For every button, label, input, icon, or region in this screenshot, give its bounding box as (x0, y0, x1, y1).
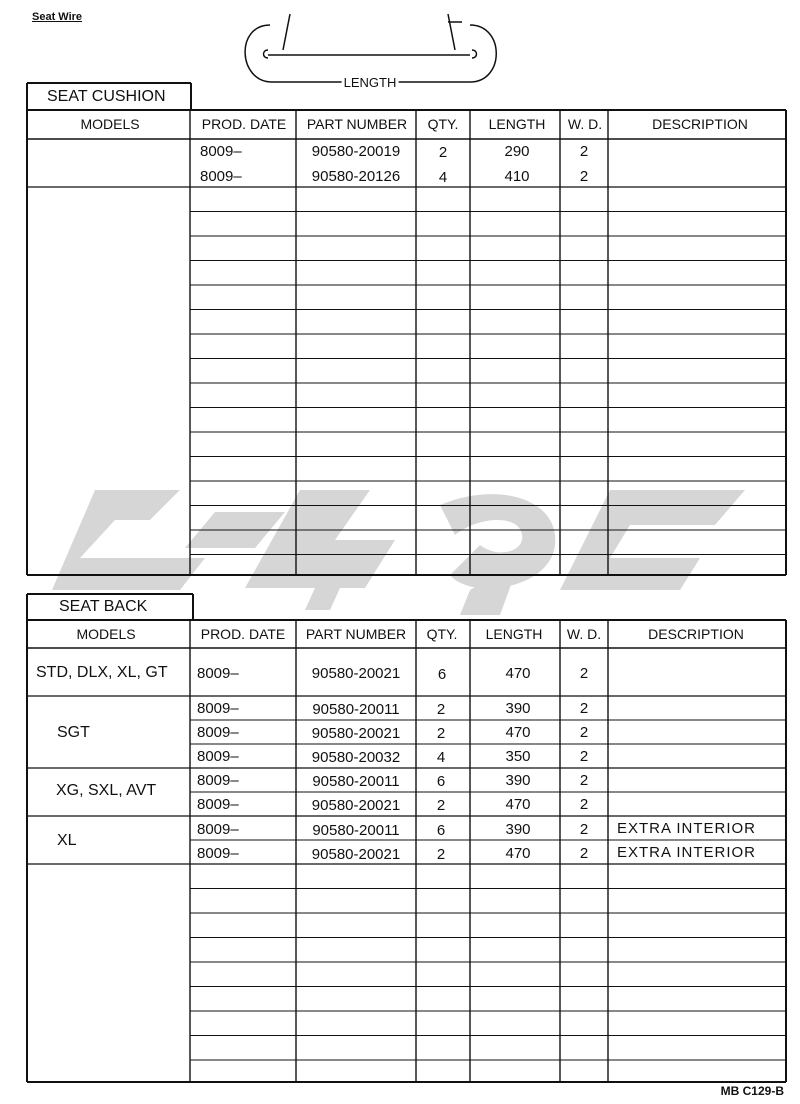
back-g0-r0-wd: 2 (579, 665, 589, 682)
back-g1-r1-prod-date: 8009– (197, 724, 239, 741)
header-description: DESCRIPTION (652, 116, 748, 132)
cushion-row1-part-number: 90580-20019 (311, 143, 401, 160)
cushion-row1-wd: 2 (579, 143, 589, 160)
header-prod-date: PROD. DATE (201, 116, 287, 132)
back-g2-r0-prod-date: 8009– (197, 772, 239, 789)
cushion-row2-wd: 2 (579, 168, 589, 185)
header-qty-back: QTY. (426, 626, 458, 642)
back-g3-r0-prod-date: 8009– (197, 821, 239, 838)
back-g1-r2-part-number: 90580-20032 (311, 749, 401, 766)
header-length-back: LENGTH (485, 626, 543, 642)
back-g2-r0-wd: 2 (579, 772, 589, 789)
back-g1-r0-qty: 2 (436, 701, 446, 718)
back-g3-r1-description: EXTRA INTERIOR (617, 844, 757, 861)
cushion-row2-prod-date: 8009– (200, 168, 242, 185)
page-title: Seat Wire (32, 11, 83, 23)
cushion-row1-length: 290 (504, 143, 530, 160)
header-wd-back: W. D. (566, 626, 602, 642)
back-g0-r0-prod-date: 8009– (197, 665, 239, 682)
back-g2-r0-qty: 6 (436, 773, 446, 790)
length-label: LENGTH (343, 75, 397, 90)
back-g3-r0-part-number: 90580-20011 (312, 822, 400, 839)
back-g0-r0-part-number: 90580-20021 (311, 665, 401, 682)
model-sgt: SGT (57, 724, 90, 741)
model-xg-sxl-avt: XG, SXL, AVT (56, 782, 157, 799)
back-g3-r0-length: 390 (505, 821, 531, 838)
back-g2-r0-part-number: 90580-20011 (312, 773, 400, 790)
back-g1-r1-wd: 2 (579, 724, 589, 741)
back-g1-r1-length: 470 (505, 724, 531, 741)
page-code: MB C129-B (720, 1084, 784, 1098)
header-qty: QTY. (427, 116, 459, 132)
back-g1-r2-length: 350 (505, 748, 531, 765)
back-g3-r0-wd: 2 (579, 821, 589, 838)
header-part-number-back: PART NUMBER (305, 626, 407, 642)
back-g3-r1-qty: 2 (436, 846, 446, 863)
header-length: LENGTH (488, 116, 546, 132)
back-g1-r0-wd: 2 (579, 700, 589, 717)
cushion-row1-qty: 2 (438, 144, 448, 161)
back-g2-r1-wd: 2 (579, 796, 589, 813)
header-wd: W. D. (567, 116, 603, 132)
back-g1-r2-wd: 2 (579, 748, 589, 765)
cushion-row2-qty: 4 (438, 169, 448, 186)
back-g3-r1-prod-date: 8009– (197, 845, 239, 862)
back-g3-r1-wd: 2 (579, 845, 589, 862)
back-g1-r1-qty: 2 (436, 725, 446, 742)
back-g2-r1-prod-date: 8009– (197, 796, 239, 813)
seat-cushion-label: SEAT CUSHION (47, 88, 166, 105)
back-g0-r0-qty: 6 (437, 666, 447, 683)
header-part-number: PART NUMBER (306, 116, 408, 132)
seat-back-label: SEAT BACK (59, 598, 148, 615)
cushion-row2-length: 410 (504, 168, 530, 185)
back-g3-r0-description: EXTRA INTERIOR (617, 820, 757, 837)
back-g1-r0-length: 390 (505, 700, 531, 717)
cushion-row2-part-number: 90580-20126 (311, 168, 401, 185)
back-g2-r1-qty: 2 (436, 797, 446, 814)
header-models-back: MODELS (76, 626, 136, 642)
back-g2-r1-length: 470 (505, 796, 531, 813)
back-g1-r2-qty: 4 (436, 749, 446, 766)
back-g1-r2-prod-date: 8009– (197, 748, 239, 765)
back-g3-r1-length: 470 (505, 845, 531, 862)
back-g0-r0-length: 470 (505, 665, 531, 682)
back-g1-r0-prod-date: 8009– (197, 700, 239, 717)
back-g3-r1-part-number: 90580-20021 (311, 846, 401, 863)
header-models: MODELS (80, 116, 140, 132)
back-g1-r0-part-number: 90580-20011 (312, 701, 400, 718)
model-xl: XL (57, 832, 77, 849)
model-std-dlx-xl-gt: STD, DLX, XL, GT (36, 664, 168, 681)
cushion-row1-prod-date: 8009– (200, 143, 242, 160)
back-g2-r1-part-number: 90580-20021 (311, 797, 401, 814)
back-g3-r0-qty: 6 (436, 822, 446, 839)
back-g2-r0-length: 390 (505, 772, 531, 789)
header-prod-date-back: PROD. DATE (200, 626, 286, 642)
header-description-back: DESCRIPTION (648, 626, 744, 642)
back-g1-r1-part-number: 90580-20021 (311, 725, 401, 742)
